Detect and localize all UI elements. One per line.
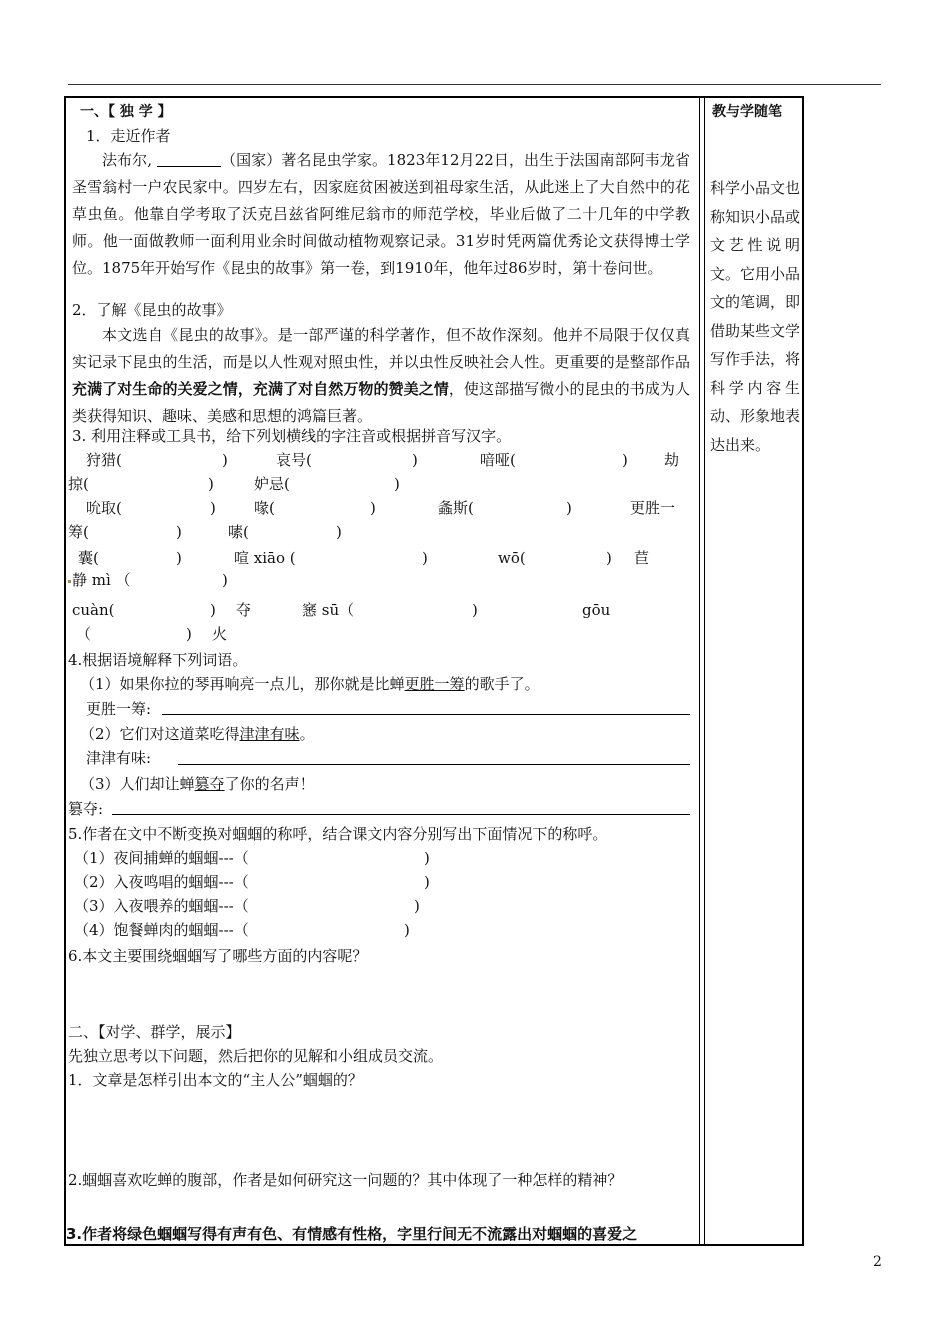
word-jingmi: 静 mì （ (72, 571, 131, 589)
side-column-note: 科学小品文也称知识小品或文艺性说明文。它用小品文的笔调，即借助某些文学写作手法，将科学内容生动、形象地表达出来。 (710, 179, 801, 454)
q3-term: 篡夺 (194, 775, 225, 793)
word-ju: 苣 (634, 549, 650, 567)
item5-line-1: （1）夜间捕蝉的蝈蝈---（ (74, 849, 249, 867)
section1-heading: 一、【 独 学 】 (80, 104, 172, 120)
word-chou: 筹( (68, 523, 89, 541)
a3-answer-line[interactable] (112, 814, 690, 815)
word-gouhuo-open: （ (76, 625, 92, 643)
item4-title: 4.根据语境解释下列词语。 (68, 651, 248, 669)
blank-close: ) (394, 475, 400, 493)
side-column-header: 教与学随笔 (712, 104, 782, 120)
item3-title: 3. 利用注释或工具书，给下列划横线的字注音或根据拼音写汉字。 (72, 427, 512, 445)
word-yinya: 喑哑( (480, 451, 516, 469)
q1-pre: （1）如果你拉的琴再响亮一点儿，那你就是比蝉 (80, 675, 405, 693)
blank-close: ) (424, 873, 430, 891)
item1-paragraph (72, 147, 690, 282)
section2-heading: 二、【对学、群学，展示】 (68, 1023, 241, 1041)
word-gengsheng: 更胜一 (630, 499, 676, 517)
word-shunqu: 吮取( (86, 499, 122, 517)
word-zhongsi: 螽斯( (438, 499, 474, 517)
a1-answer-line[interactable] (162, 714, 690, 715)
section2-q3: 3.作者将绿色蝈蝈写得有声有色、有情感有性格，字里行间无不流露出对蝈蝈的喜爱之 (66, 1225, 638, 1243)
q1-term: 更胜一筹 (404, 675, 465, 693)
blank-close: ) (222, 571, 228, 589)
word-hui: 喙( (254, 499, 275, 517)
column-divider (699, 96, 700, 1246)
column-divider-inner (704, 96, 705, 1246)
word-huo: 火 (212, 625, 228, 643)
item1-title: 1．走近作者 (86, 127, 171, 145)
blank-close: ) (370, 499, 376, 517)
blank-close: ) (414, 897, 420, 915)
blank-close: ) (424, 849, 430, 867)
item2-paragraph (72, 322, 690, 430)
word-cuan: cuàn( (72, 601, 115, 619)
q2-pre: （2）它们对这道菜吃得 (80, 725, 240, 743)
item2-text-bold: 充满了对生命的关爱之情，充满了对自然万物的赞美之情 (72, 380, 449, 398)
blank-close: ) (404, 921, 410, 939)
blank-close: ) (176, 523, 182, 541)
item5-line-3: （3）入夜喂养的蝈蝈---（ (74, 897, 249, 915)
word-nang: 囊( (78, 549, 99, 567)
item2-text-a: 本文选自《昆虫的故事》。是一部严谨的科学著作，但不故作深刻。他并不局限于仅仅真实记录下昆虫的生活，而是以人性观对照虫性，并以虫性反映社会人性。更重要的是整部作品 (72, 326, 690, 371)
item6-title: 6.本文主要围绕蝈蝈写了哪些方面的内容呢？ (68, 947, 368, 965)
word-shoulie: 狩猎( (86, 451, 122, 469)
item4-q3 (80, 772, 315, 796)
word-lue: 掠( (68, 475, 89, 493)
blank-close: ) (566, 499, 572, 517)
word-wo: wō( (498, 549, 526, 567)
header-rule (68, 84, 881, 85)
word-xuanxiao: 喧 xiāo ( (234, 549, 296, 567)
blank-close: ) (412, 451, 418, 469)
item5-line-4: （4）饱餐蝉肉的蝈蝈---（ (74, 921, 249, 939)
q3-pre: （3）人们却让蝉 (80, 775, 195, 793)
word-gou: gōu (582, 601, 611, 619)
a2-answer-line[interactable] (178, 764, 690, 765)
word-duo: 夺 (236, 601, 252, 619)
q1-post: 的歌手了。 (464, 675, 540, 693)
word-su: 嗉( (228, 523, 249, 541)
section2-q2: 2.蝈蝈喜欢吃蝉的腹部，作者是如何研究这一问题的？其中体现了一种怎样的精神？ (68, 1171, 623, 1189)
blank-close: ) (186, 625, 192, 643)
word-jie: 劫 (664, 451, 680, 469)
section2-q1: 1．文章是怎样引出本文的“主人公”蝈蝈的？ (68, 1071, 363, 1089)
blank-close: ) (210, 601, 216, 619)
page-number: 2 (873, 1254, 882, 1270)
blank-close: ) (210, 499, 216, 517)
blank-close: ) (222, 451, 228, 469)
blank-close: ) (176, 549, 182, 567)
word-aihao: 哀号( (276, 451, 312, 469)
item4-q1 (80, 672, 540, 696)
margin-mark (68, 580, 71, 583)
item4-q2 (80, 722, 315, 746)
blank-close: ) (422, 549, 428, 567)
item5-line-2: （2）入夜鸣唱的蝈蝈---（ (74, 873, 249, 891)
blank-close: ) (472, 601, 478, 619)
word-duji: 妒忌( (254, 475, 290, 493)
item1-text-post: （国家）著名昆虫学家。1823年12月22日，出生于法国南部阿韦龙省圣雪翁村一户农民家中。四岁左右，因家庭贫困被送到祖母家生活，从此迷上了大自然中的花草虫鱼。他靠自学考取了沃克吕兹省阿维尼翁市的师范学校，毕业后做了二十几年的中学教师。他一面做教师一面利用业余时间做动植物观察记录。31岁时凭两篇优秀论文获得博士学位。1875年开始写作《昆虫的故事》第一卷，到1910年，他年过86岁时，第十卷问世。 (72, 151, 690, 277)
a3-label: 篡夺: (68, 800, 104, 818)
section2-intro: 先独立思考以下问题，然后把你的见解和小组成员交流。 (68, 1047, 444, 1065)
item1-text-pre: 法布尔, (102, 151, 153, 169)
blank-close: ) (622, 451, 628, 469)
blank-close: ) (208, 475, 214, 493)
q3-post: 了你的名声！ (224, 775, 315, 793)
q2-post: 。 (299, 725, 315, 743)
blank-close: ) (606, 549, 612, 567)
word-xisu: 窸 sū（ (302, 601, 355, 619)
blank-close: ) (336, 523, 342, 541)
item5-title: 5.作者在文中不断变换对蝈蝈的称呼，结合课文内容分别写出下面情况下的称呼。 (68, 825, 608, 843)
a1-label: 更胜一筹: (86, 700, 152, 718)
a2-label: 津津有味: (86, 749, 152, 767)
q2-term: 津津有味 (239, 725, 300, 743)
country-blank[interactable] (157, 150, 221, 167)
item2-title: 2．了解《昆虫的故事》 (72, 301, 232, 319)
item2-text-b: ，使这部描写微小的昆虫的书成为人类获得知识、趣味、美感和思想的鸿篇巨著。 (72, 380, 690, 425)
